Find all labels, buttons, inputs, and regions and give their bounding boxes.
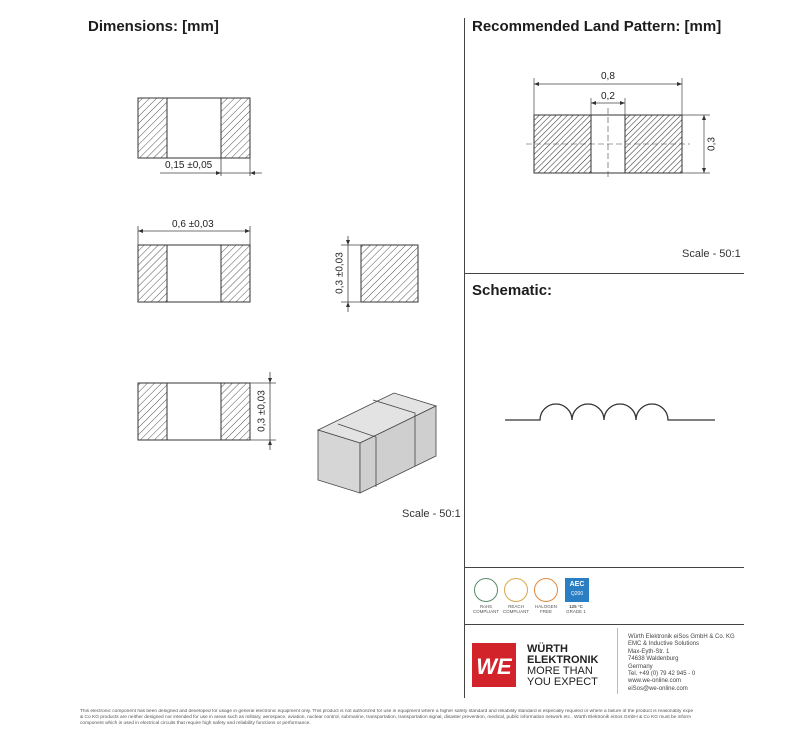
scale-dimensions: Scale - 50:1 xyxy=(402,508,461,520)
badge-rohs xyxy=(470,578,502,614)
dimensions-drawing xyxy=(0,0,464,540)
address-line: Tel. +49 (0) 79 42 945 - 0 xyxy=(628,671,696,678)
halogen-sub: FREE xyxy=(539,609,552,614)
address-line[interactable]: www.we-online.com xyxy=(628,678,682,685)
brand-line1: WÜRTH xyxy=(527,643,568,655)
brand-line2: ELEKTRONIK xyxy=(527,654,599,666)
reach-label: REACH xyxy=(508,604,524,609)
dimensions-heading: Dimensions: [mm] xyxy=(88,18,219,35)
compliance-row xyxy=(470,578,630,618)
dim-height-side: 0,3 ±0,03 xyxy=(334,252,346,294)
halogen-icon xyxy=(534,578,558,602)
company-address xyxy=(628,634,735,693)
halogen-label: HALOGEN xyxy=(534,604,557,609)
reach-sub: COMPLIANT xyxy=(502,609,530,614)
brand-line4: YOU EXPECT xyxy=(527,676,598,688)
scale-land-pattern: Scale - 50:1 xyxy=(682,248,741,260)
aec-q200-icon xyxy=(565,578,589,602)
address-line: Würth Elektronik eiSos GmbH & Co. KG xyxy=(628,634,735,640)
land-pad-height: 0,3 xyxy=(706,137,718,151)
disclaimer-line: component which is used in electrical circuits that require high safety and reliability functions or performance. xyxy=(80,721,311,727)
side-view xyxy=(341,236,418,312)
land-pattern-heading: Recommended Land Pattern: [mm] xyxy=(472,18,722,35)
rohs-sub: COMPLIANT xyxy=(472,609,500,614)
divider-horizontal-compliance xyxy=(464,567,744,568)
disclaimer xyxy=(80,709,750,728)
dim-pad-width: 0,15 ±0,05 xyxy=(165,160,213,171)
aec-title: AEC xyxy=(569,581,585,588)
rohs-label: RoHS xyxy=(479,604,492,609)
aec-temp: 125 °C xyxy=(569,604,583,609)
rohs-icon xyxy=(474,578,498,602)
svg-text:WE: WE xyxy=(476,654,512,679)
front-view xyxy=(138,372,276,450)
badge-reach xyxy=(500,578,532,614)
aec-grade: GRADE 1 xyxy=(566,609,586,614)
divider-horizontal-schematic xyxy=(464,273,744,274)
disclaimer-line: This electronic component has been designed and developed for usage in general electronic equipment only. This product is not authorized for use in equipment where a higher safety standard and reliability standard is especially required or where a failure of the product is reasonably expe xyxy=(80,709,694,714)
address-line: 74638 Waldenburg xyxy=(628,656,679,663)
address-line: Max-Eyth-Str. 1 xyxy=(628,648,670,655)
brand-text xyxy=(527,644,599,688)
3d-view xyxy=(318,393,436,493)
brand-line3: MORE THAN xyxy=(527,665,593,677)
schematic-heading: Schematic: xyxy=(472,282,553,299)
badge-halogen xyxy=(530,578,562,614)
we-logo xyxy=(472,643,516,687)
address-line[interactable]: eiSos@we-online.com xyxy=(628,685,688,692)
divider-horizontal-brand xyxy=(464,624,744,625)
reach-icon xyxy=(504,578,528,602)
inductor-symbol xyxy=(500,390,720,430)
address-line: EMC & Inductive Solutions xyxy=(628,641,700,648)
land-total-width: 0,8 xyxy=(601,71,615,82)
badge-aec xyxy=(562,578,590,614)
bottom-view xyxy=(138,226,250,302)
we-logo-icon xyxy=(472,643,516,687)
disclaimer-line: & Co KG products are neither designed nor intended for use in areas such as military, aerospace, aviation, nuclear control, submarine, transportation, transportation signal, disaster prevention, medical, public information network etc.. Würth Elektronik eiSos GmbH & Co KG must be inform xyxy=(80,715,692,721)
address-line: Germany xyxy=(628,663,653,670)
dim-height-front: 0,3 ±0,03 xyxy=(256,390,268,432)
aec-code: Q200 xyxy=(570,591,584,597)
dim-length: 0,6 ±0,03 xyxy=(172,219,214,230)
land-gap: 0,2 xyxy=(601,91,615,102)
divider-brand-address xyxy=(617,628,618,694)
